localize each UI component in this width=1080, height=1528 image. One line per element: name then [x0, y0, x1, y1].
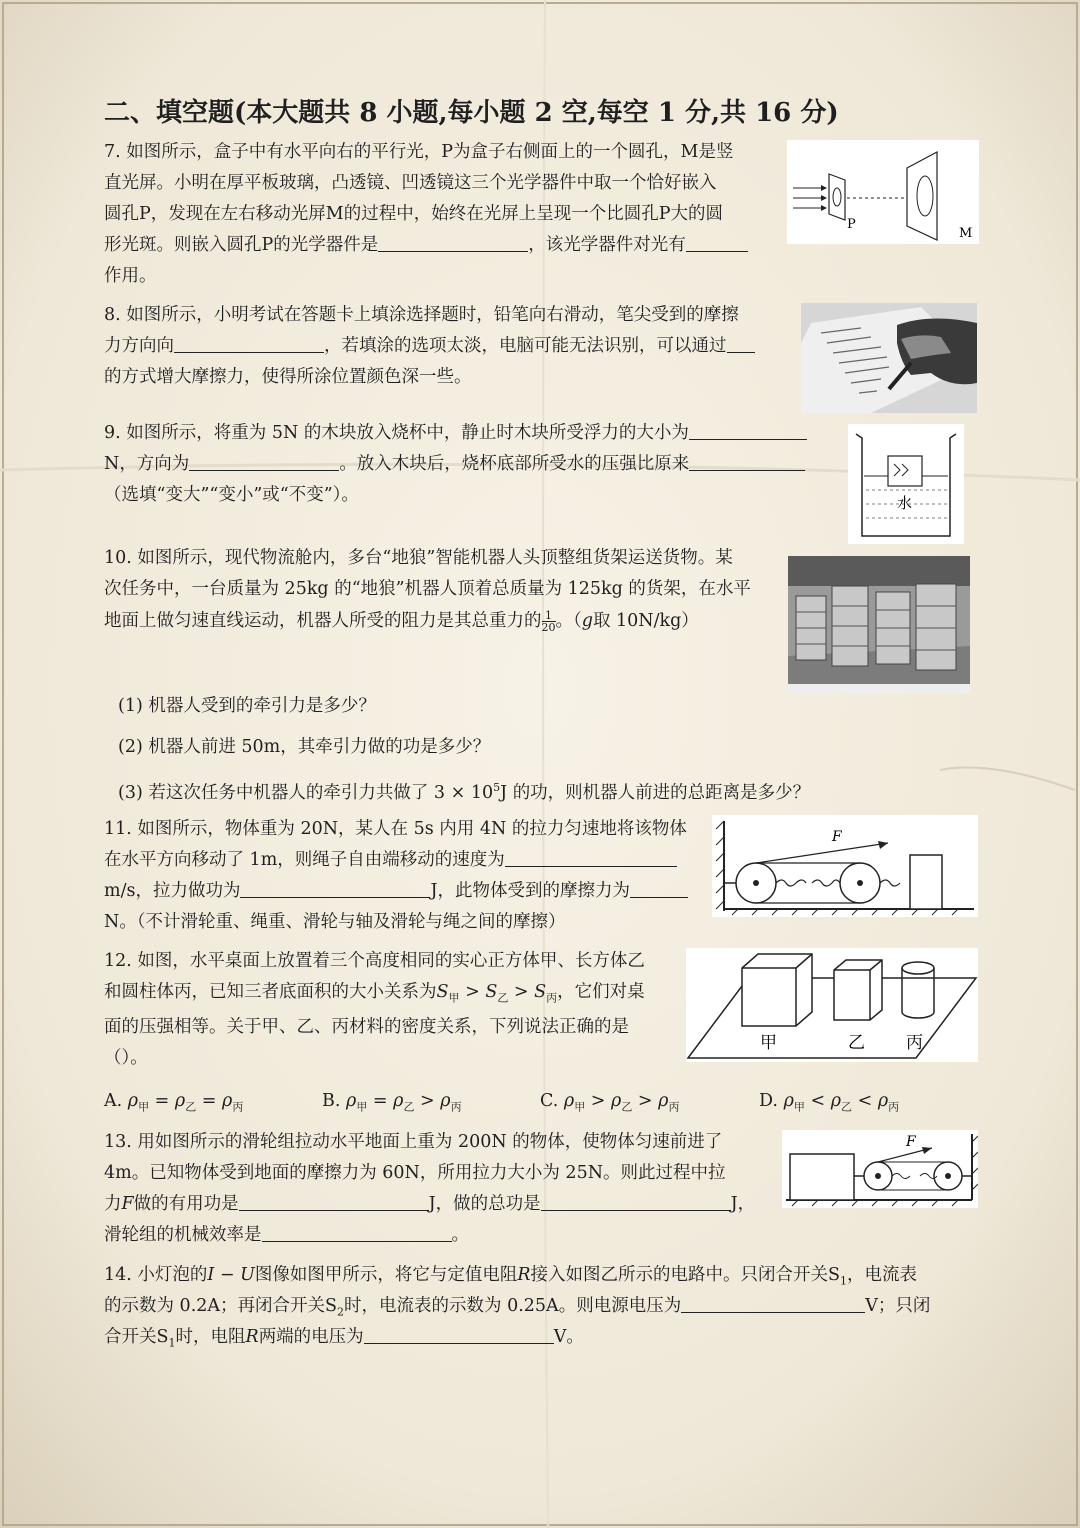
q14-line3b: 时，电阻	[175, 1327, 246, 1347]
q14-line1b: 图像如图甲所示，将它与定值电阻	[254, 1265, 518, 1285]
q12-opt-d-letter: D.	[759, 1091, 778, 1111]
q14-line3d: V。	[553, 1327, 584, 1347]
q12-d-rho2: ρ	[830, 1091, 841, 1111]
q12-line1: 12. 如图，水平桌面上放置着三个高度相同的实心正方体甲、长方体乙	[104, 951, 645, 971]
q12-c-op1: >	[590, 1091, 606, 1111]
q12-b-sub3: 丙	[450, 1100, 462, 1114]
q12-fig-bing: 丙	[906, 1033, 923, 1053]
q14-blank-1[interactable]	[681, 1292, 865, 1313]
q12-a-op1: =	[154, 1091, 170, 1111]
q12-c-op2: >	[637, 1091, 653, 1111]
q12-b-op2: >	[420, 1091, 435, 1111]
q12-a-rho1: ρ	[127, 1091, 139, 1111]
q7-figure	[787, 140, 979, 244]
q12-opt-b-letter: B.	[322, 1091, 341, 1111]
q13-blank-3[interactable]	[262, 1221, 452, 1242]
q12-d-op1: <	[810, 1091, 826, 1111]
q12-s3-sub: 丙	[546, 991, 558, 1005]
q12-c-sub1: 甲	[574, 1100, 586, 1114]
q12-c-rho2: ρ	[611, 1091, 622, 1111]
q13-blank-2[interactable]	[541, 1190, 731, 1211]
q11-blank-3[interactable]	[630, 877, 688, 898]
q12-b-sub2: 乙	[403, 1100, 415, 1114]
q12-option-b[interactable]	[322, 1086, 462, 1123]
q7-line5: 作用。	[104, 266, 157, 286]
q9-figure-beaker	[848, 424, 964, 544]
q12-d-rho3: ρ	[877, 1091, 889, 1111]
section-title: 二、填空题(本大题共 8 小题,每小题 2 空,每空 1 分,共 16 分)	[104, 98, 839, 128]
q13-line4a: 滑轮组的机械效率是	[104, 1225, 262, 1245]
q10-figure-warehouse-photo	[788, 556, 970, 694]
q7-line4b: ，该光学器件对光有	[528, 235, 686, 255]
q12-option-d[interactable]	[759, 1086, 899, 1123]
q8-figure-answer-sheet-photo	[801, 303, 977, 413]
q10-sub3a: (3) 若这次任务中机器人的牵引力共做了 3 × 10	[118, 782, 494, 803]
q12-figure-solids	[686, 948, 978, 1062]
q12-line2b: ，它们对桌	[557, 982, 645, 1002]
q14-line3a: 合开关S	[104, 1327, 169, 1347]
q11-line1: 11. 如图所示，物体重为 20N，某人在 5s 内用 4N 的拉力匀速地将该物体	[104, 819, 687, 839]
q11-line3b: J，此物体受到的摩擦力为	[430, 881, 630, 901]
q8-line2b: ，若填涂的选项太淡，电脑可能无法识别，可以通过	[324, 336, 727, 356]
q9-line3: （选填“变大”“变小”或“不变”）。	[104, 485, 359, 505]
q13-line4	[104, 1220, 469, 1251]
q11-figure-pulley	[712, 815, 978, 917]
q13-line3d: J，	[730, 1194, 756, 1214]
q9-line1	[104, 418, 807, 449]
q12-d-sub2: 乙	[840, 1100, 852, 1114]
q10-g: g	[581, 611, 593, 631]
q14-blank-2[interactable]	[364, 1323, 554, 1344]
q12-opt-c-letter: C.	[540, 1091, 559, 1111]
q9-blank-2[interactable]	[189, 450, 339, 471]
q9-line2b: 。放入木块后，烧杯底部所受水的压强比原来	[339, 454, 690, 474]
q12-c-sub2: 乙	[621, 1100, 633, 1114]
q12-c-rho1: ρ	[563, 1091, 575, 1111]
q9-line2	[104, 449, 805, 480]
q7-blank-2[interactable]	[686, 231, 748, 252]
q10-line3d: 取 10N/kg）	[592, 611, 699, 631]
q12-s2: S	[485, 982, 498, 1002]
q12-d-sub3: 丙	[888, 1100, 900, 1114]
q10-frac-num: 1	[542, 610, 556, 622]
q10-line2: 次任务中，一台质量为 25kg 的“地狼”机器人顶着总质量为 125kg 的货架，在水平	[104, 579, 751, 599]
q10-frac-den: 20	[541, 621, 556, 634]
q14-iu: I − U	[207, 1265, 255, 1285]
q9-line1-text: 9. 如图所示，将重为 5N 的木块放入烧杯中，静止时木块所受浮力的大小为	[104, 423, 689, 443]
q12-line2	[104, 977, 645, 1014]
q12-line4: （）。	[104, 1048, 148, 1068]
q12-s1: S	[436, 982, 449, 1002]
q7-fig-label-m: M	[959, 226, 973, 241]
q14-line1a: 14. 小灯泡的	[104, 1265, 208, 1285]
q12-b-rho2: ρ	[393, 1091, 404, 1111]
q12-c-rho3: ρ	[658, 1091, 669, 1111]
q8-line1: 8. 如图所示，小明考试在答题卡上填涂选择题时，铅笔向右滑动，笔尖受到的摩擦	[104, 305, 739, 325]
q12-d-sub1: 甲	[793, 1100, 805, 1114]
q12-option-a[interactable]	[104, 1086, 243, 1123]
q10-sub3	[118, 772, 810, 809]
q13-f: F	[121, 1194, 134, 1214]
q12-gt2: >	[513, 982, 529, 1002]
q12-d-rho1: ρ	[783, 1091, 794, 1111]
q12-a-op2: =	[201, 1091, 217, 1111]
q8-line2	[104, 331, 755, 362]
q11-blank-1[interactable]	[505, 846, 677, 867]
q12-option-c[interactable]	[540, 1086, 679, 1123]
q7-line2: 直光屏。小明在厚平板玻璃，凸透镜、凹透镜这三个光学器件中取一个恰好嵌入	[104, 173, 717, 193]
q10-sub2: (2) 机器人前进 50m，其牵引力做的功是多少？	[118, 737, 491, 757]
q12-b-rho3: ρ	[440, 1091, 451, 1111]
q12-d-op2: <	[857, 1091, 873, 1111]
q10-line3b: 。（	[555, 611, 582, 631]
q12-a-sub2: 乙	[185, 1100, 197, 1114]
q10-fraction	[542, 610, 556, 633]
q12-s1-sub: 甲	[448, 991, 460, 1005]
q11-line3a: m/s，拉力做功为	[104, 881, 241, 901]
q7-line1: 7. 如图所示，盒子中有水平向右的平行光，P为盒子右侧面上的一个圆孔，M是竖	[104, 142, 734, 162]
q13-blank-1[interactable]	[239, 1190, 429, 1211]
q13-line1: 13. 用如图所示的滑轮组拉动水平地面上重为 200N 的物体，使物体匀速前进了	[104, 1132, 723, 1152]
q8-line2a: 力方向向	[104, 336, 174, 356]
q14-s1-sub: 1	[840, 1274, 848, 1288]
q12-a-rho3: ρ	[222, 1091, 233, 1111]
q13-line3c: J，做的总功是	[428, 1194, 541, 1214]
q11-line3	[104, 876, 688, 907]
q11-line2	[104, 845, 677, 876]
q13-line3	[104, 1189, 755, 1220]
q12-b-sub1: 甲	[356, 1100, 368, 1114]
q14-line1d: ，电流表	[847, 1265, 918, 1285]
q14-line2a: 的示数为 0.2A；再闭合开关S	[104, 1296, 338, 1316]
q14-line3	[104, 1322, 584, 1359]
q14-line1c: 接入如图乙所示的电路中。只闭合开关S	[530, 1265, 841, 1285]
q12-fig-yi: 乙	[848, 1033, 865, 1053]
q12-fig-jia: 甲	[760, 1033, 777, 1053]
q8-blank-2[interactable]	[727, 332, 755, 353]
q14-line3c: 两端的电压为	[258, 1327, 364, 1347]
q9-blank-3[interactable]	[689, 450, 805, 471]
q7-blank-1[interactable]	[378, 231, 528, 252]
q13-line4b: 。	[451, 1225, 469, 1245]
q12-b-op1: =	[372, 1091, 388, 1111]
q10-line1: 10. 如图所示，现代物流舱内，多台“地狼”智能机器人头顶整组货架运送货物。某	[104, 548, 733, 568]
q7-line4	[104, 230, 748, 261]
q11-blank-2[interactable]	[240, 877, 430, 898]
q12-line3: 面的压强相等。关于甲、乙、丙材料的密度关系，下列说法正确的是	[104, 1017, 629, 1037]
q13-figure-pulley	[782, 1130, 978, 1208]
q12-s3: S	[534, 982, 547, 1002]
q14-s2-sub: 2	[337, 1305, 345, 1319]
q9-blank-1[interactable]	[689, 419, 807, 440]
q11-line2-text: 在水平方向移动了 1m，则绳子自由端移动的速度为	[104, 850, 505, 870]
q14-r1: R	[517, 1265, 531, 1285]
q11-line4: N。（不计滑轮重、绳重、滑轮与轴及滑轮与绳之间的摩擦）	[104, 912, 566, 932]
q13-line3a: 力	[104, 1194, 122, 1214]
q12-s2-sub: 乙	[497, 991, 509, 1005]
q14-r2: R	[245, 1327, 259, 1347]
q13-line2: 4m。已知物体受到地面的摩擦力为 60N，所用拉力大小为 25N。则此过程中拉	[104, 1163, 726, 1183]
q13-line3b: 做的有用功是	[133, 1194, 239, 1214]
q12-gt1: >	[465, 982, 480, 1002]
q12-a-sub1: 甲	[138, 1100, 150, 1114]
q9-line2a: N，方向为	[104, 454, 190, 474]
q9-fig-label-water: 水	[897, 494, 913, 512]
q12-opt-a-letter: A.	[104, 1091, 123, 1111]
q8-line3: 的方式增大摩擦力，使得所涂位置颜色深一些。	[104, 367, 472, 387]
q12-c-sub3: 丙	[668, 1100, 680, 1114]
q11-fig-label-f: F	[832, 829, 842, 845]
q7-fig-label-p: P	[847, 217, 856, 232]
q13-fig-label-f: F	[906, 1134, 916, 1150]
q14-s3-sub: 1	[168, 1336, 176, 1350]
q12-line2a: 和圆柱体丙，已知三者底面积的大小关系为	[104, 982, 437, 1002]
q10-line3	[104, 606, 699, 637]
q10-line3a: 地面上做匀速直线运动，机器人所受的阻力是其总重力的	[104, 611, 542, 631]
q8-blank-1[interactable]	[174, 332, 324, 353]
q12-a-rho2: ρ	[174, 1091, 186, 1111]
q14-line2b: 时，电流表的示数为 0.25A。则电源电压为	[344, 1296, 682, 1316]
q14-line2c: V；只闭	[865, 1296, 931, 1316]
q7-line4a: 形光斑。则嵌入圆孔P的光学器件是	[104, 235, 379, 255]
q12-a-sub3: 丙	[232, 1100, 244, 1114]
q10-sub3b: J 的功，则机器人前进的总距离是多少？	[500, 782, 811, 803]
q12-b-rho1: ρ	[346, 1091, 357, 1111]
q7-line3: 圆孔P，发现在左右移动光屏M的过程中，始终在光屏上呈现一个比圆孔P大的圆	[104, 204, 723, 224]
q10-sub1: (1) 机器人受到的牵引力是多少？	[118, 696, 376, 716]
q10-sub3-exp: 5	[493, 781, 501, 794]
